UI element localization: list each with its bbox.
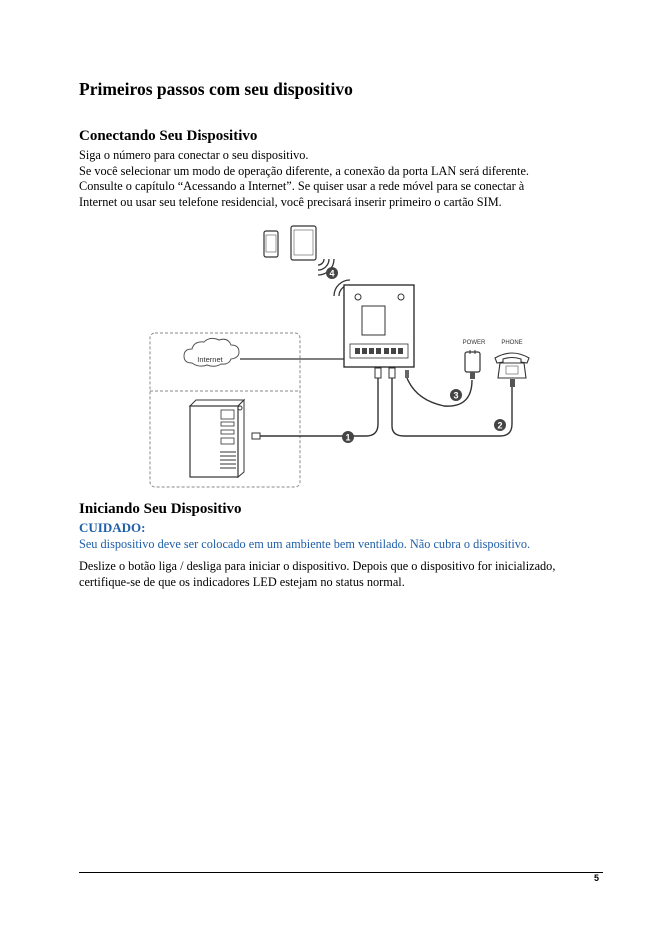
callout-4 <box>326 267 338 279</box>
connecting-line: Consulte o capítulo “Acessando a Internet”. Se quiser usar a rede móvel para se conectar à <box>79 179 525 194</box>
caution-title: CUIDADO: <box>79 520 146 535</box>
footer-divider <box>79 872 603 873</box>
connecting-paragraph <box>79 148 599 210</box>
computer-icon <box>190 400 244 477</box>
internet-cloud-icon <box>184 338 239 366</box>
phone-cable <box>392 378 512 436</box>
starting-line: Deslize o botão liga / desliga para iniciar o dispositivo. Depois que o dispositivo for inicializado, <box>79 559 556 573</box>
ethernet-plug <box>252 433 260 439</box>
callout-1 <box>342 431 354 443</box>
svg-text:4: 4 <box>329 268 335 279</box>
caution-text: Seu dispositivo deve ser colocado em um ambiente bem ventilado. Não cubra o dispositivo. <box>79 537 531 551</box>
ethernet-cable <box>260 378 378 436</box>
section-title-connecting: Conectando Seu Dispositivo <box>79 128 258 144</box>
starting-line: certifique-se de que os indicadores LED estejam no status normal. <box>79 574 405 589</box>
svg-text:3: 3 <box>453 390 459 401</box>
callout-2 <box>494 419 506 431</box>
connecting-line: Siga o número para conectar o seu dispositivo. <box>79 148 309 162</box>
power-cable <box>407 378 472 406</box>
connecting-line: Se você selecionar um modo de operação diferente, a conexão da porta LAN será diferente. <box>79 163 529 178</box>
svg-text:1: 1 <box>345 432 351 443</box>
section-title-starting: Iniciando Seu Dispositivo <box>79 501 242 517</box>
phone-label: PHONE <box>501 340 523 346</box>
internet-label: Internet <box>197 355 223 364</box>
starting-paragraph <box>79 559 599 590</box>
connecting-line: Internet ou usar seu telefone residencial, você precisará inserir primeiro o cartão SIM. <box>79 194 502 209</box>
smartphone-icon <box>264 231 278 257</box>
router-cable-plugs <box>375 368 409 378</box>
router-icon <box>344 285 414 367</box>
page-number: 5 <box>594 873 600 883</box>
connection-diagram <box>148 220 530 490</box>
power-adapter-icon <box>463 340 486 379</box>
telephone-icon <box>495 340 529 387</box>
page-title: Primeiros passos com seu dispositivo <box>79 79 353 99</box>
callout-3 <box>450 389 462 401</box>
svg-text:2: 2 <box>497 420 503 431</box>
power-label: POWER <box>462 340 486 346</box>
tablet-icon <box>291 226 316 260</box>
